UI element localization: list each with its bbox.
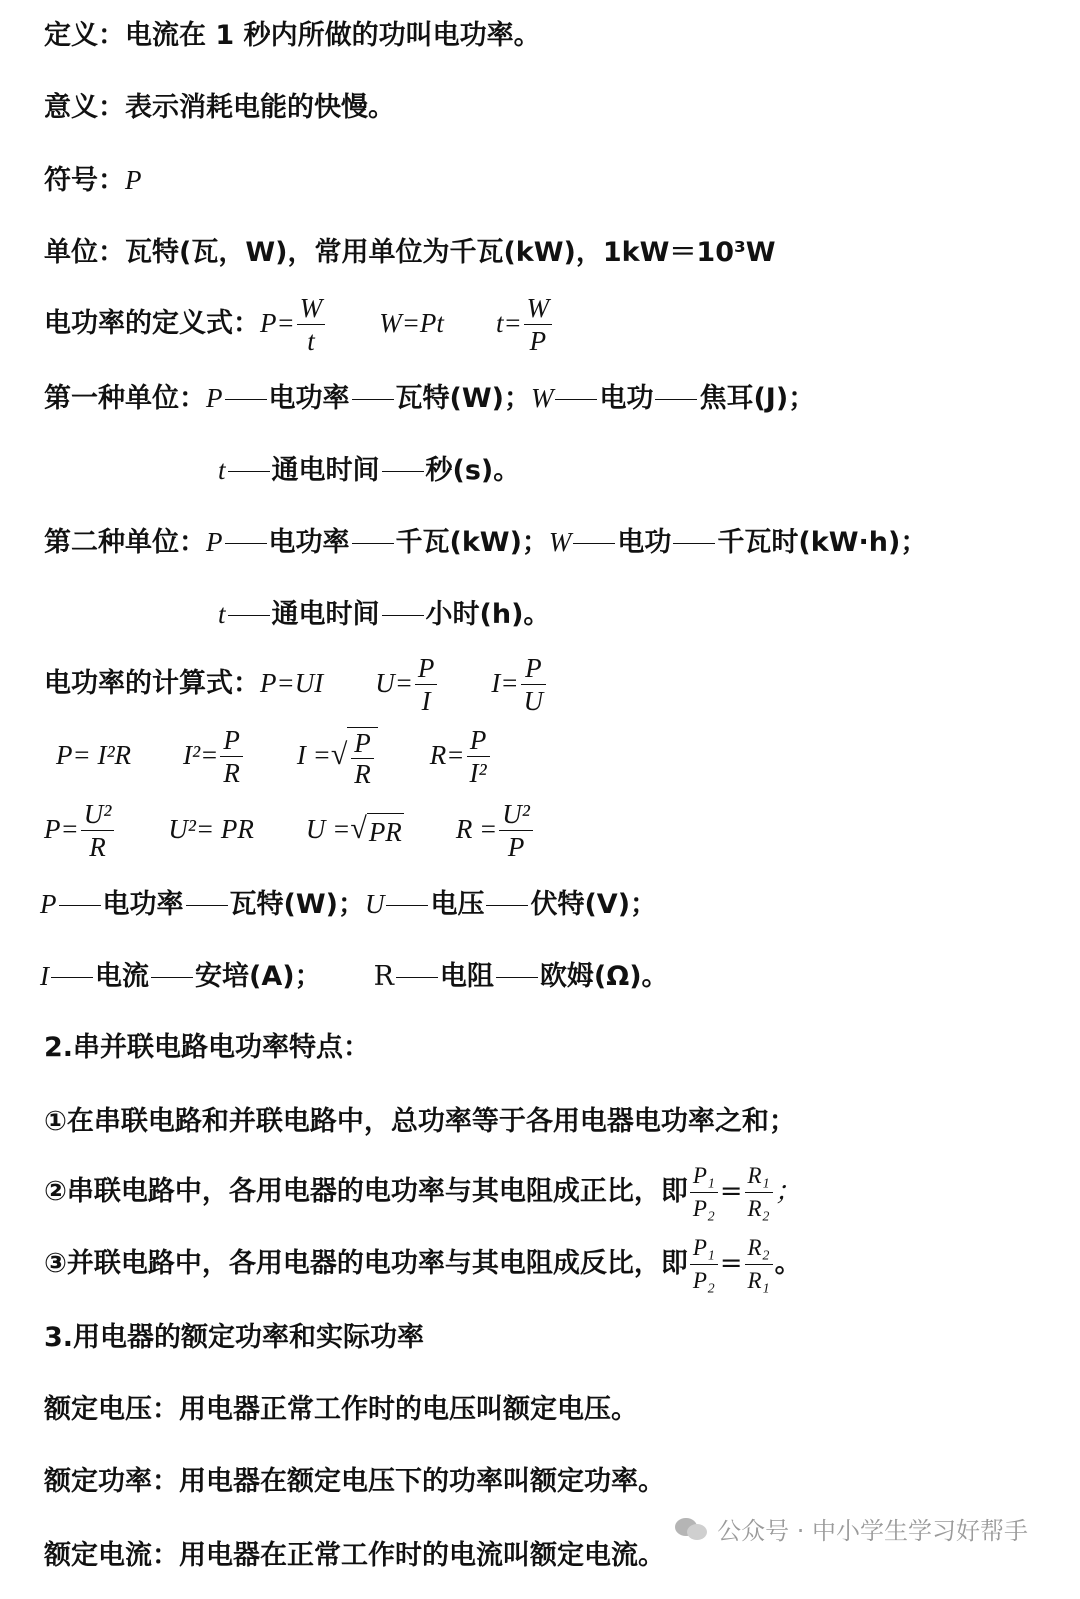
units2-symbol-p: P <box>206 527 223 557</box>
def-formula-line <box>44 292 554 357</box>
calc-formula-r-fraction <box>467 724 490 789</box>
units1-unit-watt: 瓦特(W)； <box>395 383 531 414</box>
units3-unit-volt: 伏特(V)； <box>530 889 658 920</box>
units1-symbol-w: W <box>530 383 554 413</box>
fraction-numerator: P <box>220 724 243 757</box>
def-formula-1-fraction <box>297 292 326 357</box>
units3-symbol-r: R <box>373 961 394 992</box>
units1-name-work: 电功 <box>599 383 654 414</box>
fraction-numerator: P <box>467 724 490 757</box>
units3-name-power: 电功率 <box>102 889 184 920</box>
calc-formula-u2pr: U²= PR <box>168 814 254 844</box>
fraction-denominator: P <box>529 326 547 356</box>
fraction-denominator: R₁ <box>747 1268 770 1293</box>
sqrt-symbol: √ $\frac{P}{R}$ <box>331 727 378 789</box>
fraction-denominator: I² <box>469 758 487 788</box>
calc-formula-i-fraction <box>521 652 547 717</box>
units2-name-power: 电功率 <box>268 527 350 558</box>
rated-power-label: 额定功率： <box>44 1466 179 1497</box>
units3-name-resistance: 电阻 <box>439 961 494 992</box>
fraction-denominator: R₂ <box>747 1196 770 1221</box>
section2-title <box>44 1030 370 1066</box>
rated-current-text: 用电器在正常工作时的电流叫额定电流。 <box>179 1540 665 1571</box>
fraction-numerator: P₁ <box>690 1232 718 1265</box>
fraction-numerator: P <box>351 728 374 759</box>
calc-formula-i-lhs: I= <box>491 668 519 698</box>
symbol-line <box>44 162 142 199</box>
units1-symbol-t: t <box>218 455 226 485</box>
units3-name-current: 电流 <box>95 961 149 992</box>
section2-item2-text: ②串联电路中，各用电器的电功率与其电阻成正比，即 <box>44 1176 688 1207</box>
rated-voltage-text: 用电器正常工作时的电压叫额定电压。 <box>179 1394 638 1425</box>
fraction-numerator: W <box>524 292 553 325</box>
calc-formula-r-lhs: R= <box>429 740 465 770</box>
calc-formula-ru2p-fraction <box>499 798 533 863</box>
unit-text: 瓦特(瓦，W)，常用单位为千瓦(kW)，1kW＝10³W <box>125 237 776 268</box>
section3-title <box>44 1320 424 1356</box>
calc-formula-sqrt-i-lhs: I = <box>296 740 331 770</box>
meaning-text: 表示消耗电能的快慢。 <box>125 92 395 123</box>
units1-line <box>44 380 815 417</box>
units3-unit-ampere: 安培(A)； <box>195 961 322 992</box>
calc-formula-u-lhs: U= <box>375 668 413 698</box>
rated-voltage-line <box>44 1392 638 1428</box>
unit-label: 单位： <box>44 237 125 268</box>
units1-unit-second: 秒(s)。 <box>425 455 521 486</box>
item3-end-punct: 。 <box>774 1248 802 1279</box>
fraction-numerator: R₁ <box>745 1160 773 1193</box>
fraction-denominator: U <box>523 686 544 716</box>
calc-formula-sqrt-fraction <box>351 728 374 789</box>
units2-unit-kwh: 千瓦时(kW·h)； <box>717 527 928 558</box>
fraction-numerator: P <box>415 652 438 685</box>
rated-current-line <box>44 1538 665 1574</box>
calc-line-3 <box>44 798 535 863</box>
rated-current-label: 额定电流： <box>44 1540 179 1571</box>
fraction-denominator: I <box>421 686 431 716</box>
fraction-numerator: U² <box>81 798 115 831</box>
units2-line2 <box>218 596 550 633</box>
def-formula-1-lhs: P= <box>260 308 295 338</box>
item2-ratio-r <box>745 1160 773 1225</box>
calc-formula-u-fraction <box>415 652 438 717</box>
equals-sign: = <box>719 1176 743 1207</box>
item3-ratio-p <box>690 1232 718 1297</box>
units3-unit-ohm: 欧姆(Ω)。 <box>539 961 669 992</box>
fraction-denominator: R <box>89 832 106 862</box>
rated-power-text: 用电器在额定电压下的功率叫额定功率。 <box>179 1466 665 1497</box>
calc-formula-pu2r-fraction <box>81 798 115 863</box>
def-formula-3-lhs: t= <box>495 308 522 338</box>
units1-line2 <box>218 452 520 489</box>
calc-line-1 <box>44 652 548 717</box>
units3-unit-watt: 瓦特(W)； <box>229 889 365 920</box>
rated-voltage-label: 额定电压： <box>44 1394 179 1425</box>
calc-formula-i2-lhs: I²= <box>183 740 219 770</box>
section2-title-text: 2.串并联电路电功率特点： <box>44 1032 371 1063</box>
definition-line <box>44 18 541 54</box>
units2-unit-hour: 小时(h)。 <box>425 599 551 630</box>
fraction-denominator: R <box>223 758 240 788</box>
calc-formula-pu2r-lhs: P= <box>44 814 79 844</box>
watermark <box>675 1511 1028 1546</box>
rated-power-line <box>44 1464 665 1500</box>
sqrt-symbol: √PR <box>350 811 403 850</box>
units2-line <box>44 524 927 561</box>
fraction-numerator: W <box>297 292 326 325</box>
calc-line-2 <box>56 724 492 789</box>
units3-symbol-p: P <box>40 889 57 919</box>
units3-line <box>40 886 657 923</box>
units2-symbol-t: t <box>218 599 226 629</box>
meaning-line <box>44 90 395 126</box>
symbol-label: 符号： <box>44 165 125 196</box>
definition-text: 电流在 1 秒内所做的功叫电功率。 <box>125 20 541 51</box>
fraction-numerator: P <box>521 652 547 685</box>
section3-title-text: 3.用电器的额定功率和实际功率 <box>44 1322 425 1353</box>
units2-name-time: 通电时间 <box>271 599 380 630</box>
calc-formula-ru2p-lhs: R = <box>455 814 498 844</box>
item3-ratio-r <box>745 1232 773 1297</box>
fraction-denominator: P <box>507 832 525 862</box>
units1-label: 第一种单位： <box>44 383 206 414</box>
definition-label: 定义： <box>44 20 125 51</box>
fraction-numerator: U² <box>499 798 533 831</box>
units1-unit-joule: 焦耳(J)； <box>699 383 816 414</box>
units2-unit-kw: 千瓦(kW)； <box>395 527 549 558</box>
units3-symbol-i: I <box>40 961 49 991</box>
wechat-icon <box>675 1516 709 1542</box>
fraction-denominator: P₂ <box>692 1268 715 1293</box>
item2-ratio-p <box>690 1160 718 1225</box>
calc-formula-i2-fraction <box>220 724 243 789</box>
fraction-numerator: P₁ <box>690 1160 718 1193</box>
calc-formula-pui: P=UI <box>260 668 324 698</box>
equals-sign: = <box>719 1248 743 1279</box>
calc-label: 电功率的计算式： <box>44 668 260 699</box>
symbol-value: P <box>125 165 142 195</box>
meaning-label: 意义： <box>44 92 125 123</box>
def-formula-3-fraction <box>524 292 553 357</box>
section2-item1 <box>44 1104 796 1140</box>
sqrt-radicand: PR <box>367 813 404 850</box>
units2-symbol-w: W <box>548 527 572 557</box>
fraction-numerator: R₂ <box>745 1232 773 1265</box>
section2-item1-text: ①在串联电路和并联电路中，总功率等于各用电器电功率之和； <box>44 1106 796 1137</box>
units3-name-voltage: 电压 <box>430 889 485 920</box>
units1-name-time: 通电时间 <box>271 455 380 486</box>
fraction-denominator: P₂ <box>692 1196 715 1221</box>
calc-formula-pi2r: P= I²R <box>56 740 132 770</box>
fraction-denominator: t <box>307 326 315 356</box>
units3-line2 <box>40 958 669 995</box>
def-formula-label: 电功率的定义式： <box>44 308 260 339</box>
def-formula-2: W=Pt <box>379 308 444 338</box>
watermark-text: 公众号 · 中小学生学习好帮手 <box>717 1517 1028 1545</box>
units1-name-power: 电功率 <box>268 383 350 414</box>
item2-end-punct: ； <box>774 1176 802 1206</box>
fraction-denominator: R <box>354 758 371 789</box>
calc-formula-sqrt-u-lhs: U = <box>305 814 351 844</box>
units2-label: 第二种单位： <box>44 527 206 558</box>
section2-item3 <box>44 1232 802 1297</box>
section2-item2 <box>44 1160 802 1225</box>
unit-line <box>44 235 776 271</box>
units1-symbol-p: P <box>206 383 223 413</box>
units2-name-work: 电功 <box>617 527 672 558</box>
section2-item3-text: ③并联电路中，各用电器的电功率与其电阻成反比，即 <box>44 1248 688 1279</box>
units3-symbol-u: U <box>364 889 385 919</box>
